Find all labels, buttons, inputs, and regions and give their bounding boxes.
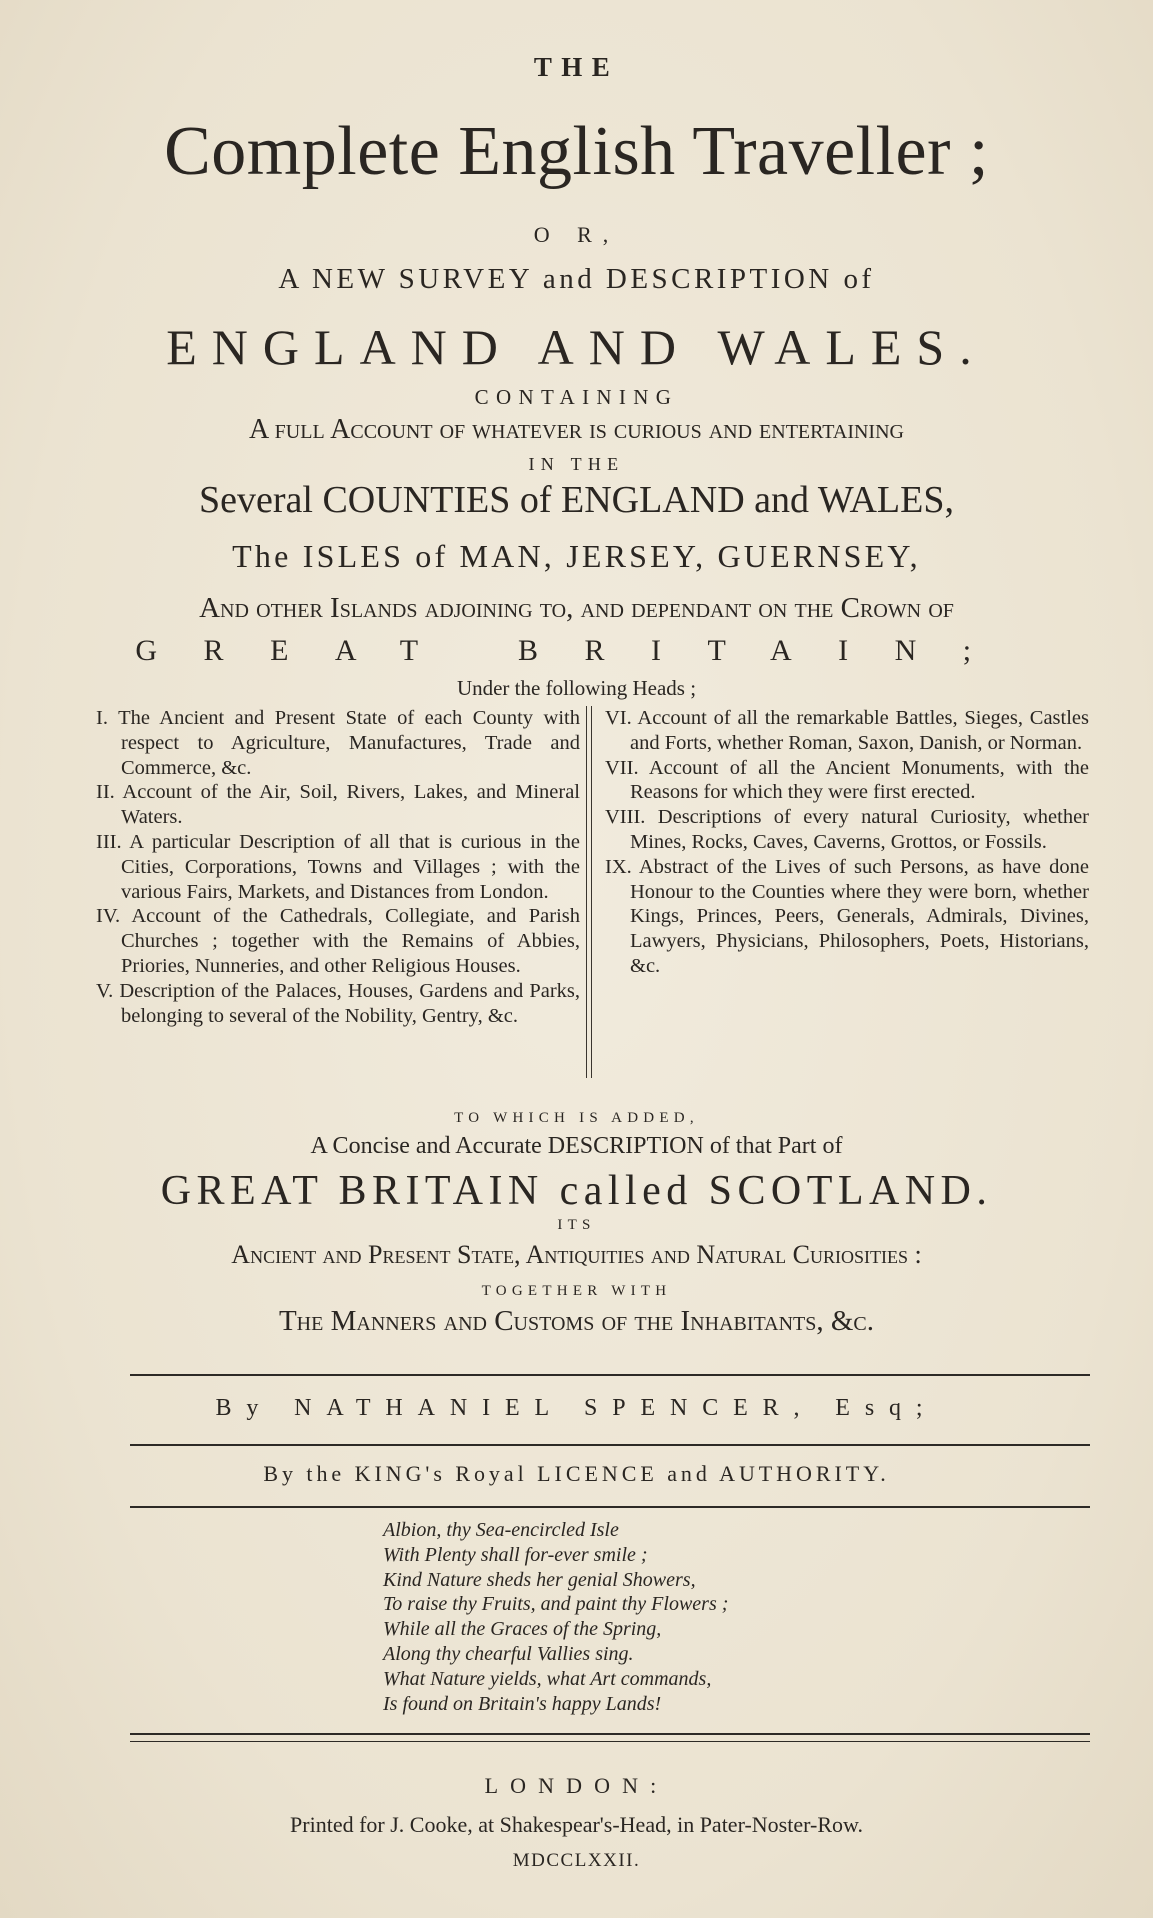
head-item-2: II. Account of the Air, Soil, Rivers, Lakes, and Mineral Waters. — [96, 781, 580, 829]
poem-line-6: Along thy chearful Vallies sing. — [383, 1642, 634, 1665]
rule-above-author — [130, 1374, 1090, 1376]
heading-in-the: IN THE — [528, 454, 625, 474]
imprint-printer: Printed for J. Cooke, at Shakespear's-Head, in Pater-Noster-Row. — [290, 1812, 863, 1837]
poem-line-4: To raise thy Fruits, and paint thy Flowers ; — [383, 1593, 729, 1616]
author-line: By NATHANIEL SPENCER, Esq; — [215, 1395, 938, 1421]
heading-or: O R, — [533, 222, 620, 247]
heading-the: THE — [533, 52, 620, 82]
other-islands-line: And other Islands adjoining to, and dependant on the Crown of — [199, 592, 954, 624]
subtitle: A NEW SURVEY and DESCRIPTION of — [278, 263, 875, 295]
heads-right-column — [605, 706, 1089, 979]
head-item-4: IV. Account of the Cathedrals, Collegiate, and Parish Churches ; together with the Remains of Abbies, Priories, Nunneries, and other Religious Houses. — [96, 905, 580, 977]
rule-below-licence — [130, 1506, 1090, 1508]
imprint-city: LONDON: — [484, 1773, 669, 1798]
full-account-line: A full Account of whatever is curious and entertaining — [249, 414, 904, 445]
heading-its: ITS — [557, 1217, 596, 1233]
poem-line-2: With Plenty shall for-ever smile ; — [383, 1543, 648, 1566]
concise-line: A Concise and Accurate DESCRIPTION of that Part of — [310, 1133, 843, 1159]
great-britain-line: GREAT BRITAIN; — [135, 634, 1018, 667]
poem-line-7: What Nature yields, what Art commands, — [383, 1667, 712, 1690]
head-item-7: VII. Account of all the Ancient Monuments, with the Reasons for which they were first erected. — [605, 756, 1089, 804]
poem-line-3: Kind Nature sheds her genial Showers, — [383, 1568, 696, 1591]
together-with: TOGETHER WITH — [481, 1283, 672, 1299]
poem-line-8: Is found on Britain's happy Lands! — [383, 1692, 662, 1715]
head-item-5: V. Description of the Palaces, Houses, Gardens and Parks, belonging to several of the Nobility, Gentry, &c. — [96, 979, 580, 1027]
column-divider — [586, 706, 592, 1078]
several-counties-line: Several COUNTIES of ENGLAND and WALES, — [199, 479, 954, 521]
scotland-line: GREAT BRITAIN called SCOTLAND. — [160, 1168, 993, 1214]
imprint-year: MDCCLXXII. — [512, 1850, 641, 1871]
head-item-9: IX. Abstract of the Lives of such Persons, as have done Honour to the Counties where they were born, whether Kings, Princes, Peers, Generals, Admirals, Divines, Lawyers, Physicians, Philosophers, Poets, Historians, &c. — [605, 855, 1089, 977]
manners-line: The Manners and Customs of the Inhabitants, &c. — [278, 1305, 875, 1337]
head-item-6: VI. Account of all the remarkable Battles, Sieges, Castles and Forts, whether Roman, Saxon, Danish, or Norman. — [605, 707, 1089, 754]
poem-line-5: While all the Graces of the Spring, — [383, 1618, 662, 1641]
epigraph-poem — [383, 1518, 728, 1716]
rule-below-author — [130, 1444, 1090, 1446]
head-item-1: I. The Ancient and Present State of each County with respect to Agriculture, Manufactures, Trade and Commerce, &c. — [96, 707, 580, 779]
book-title: Complete English Traveller ; — [164, 113, 989, 190]
to-which-added: TO WHICH IS ADDED, — [454, 1110, 699, 1126]
head-item-8: VIII. Descriptions of every natural Curiosity, whether Mines, Rocks, Caves, Caverns, Grottos, or Fossils. — [605, 806, 1089, 853]
heading-containing: CONTAINING — [474, 385, 679, 409]
isles-line: The ISLES of MAN, JERSEY, GUERNSEY, — [232, 538, 921, 574]
rule-above-imprint-1 — [130, 1733, 1090, 1735]
rule-above-imprint-2 — [130, 1741, 1090, 1742]
poem-line-1: Albion, thy Sea-encircled Isle — [383, 1519, 619, 1541]
heads-left-column — [96, 706, 580, 1028]
heading-england-wales: ENGLAND AND WALES. — [166, 319, 987, 375]
under-heads-line: Under the following Heads ; — [456, 676, 697, 700]
ancient-state-line: Ancient and Present State, Antiquities and Natural Curiosities : — [231, 1240, 922, 1269]
head-item-3: III. A particular Description of all that is curious in the Cities, Corporations, Towns and Villages ; with the various Fairs, Markets, and Distances from London. — [96, 830, 580, 903]
licence-line: By the KING's Royal LICENCE and AUTHORITY. — [263, 1461, 890, 1486]
